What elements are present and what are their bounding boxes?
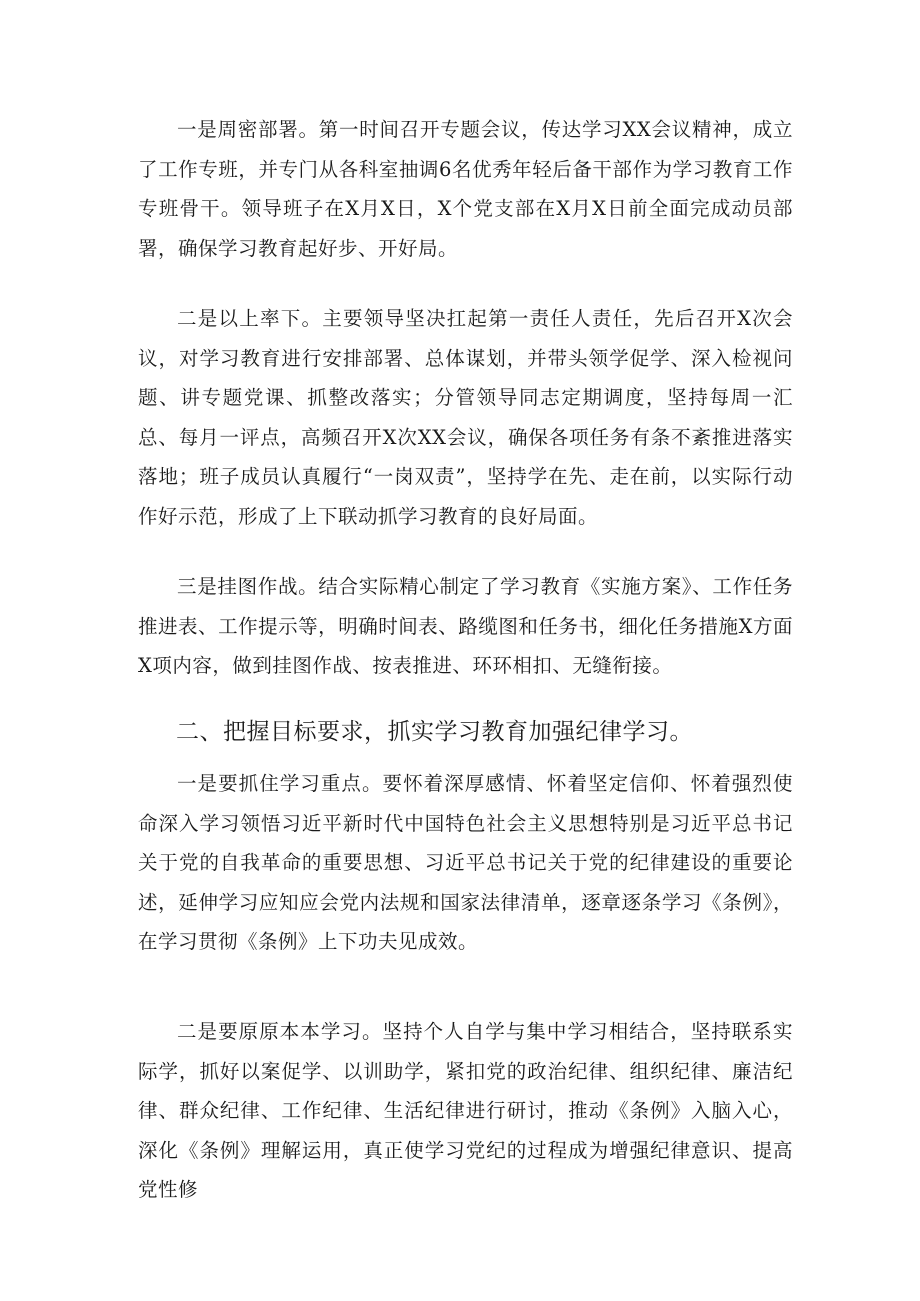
- paragraph-careful-deployment: 一是周密部署。第一时间召开专题会议，传达学习XX会议精神，成立了工作专班，并专门从各科室抽调6名优秀年轻后备干部作为学习教育工作专班骨干。领导班子在X月X日，X个党支部在X月X日前全面完成动员部署，确保学习教育起好步、开好局。: [138, 118, 793, 260]
- paragraph-lead-by-example: 二是以上率下。主要领导坚决扛起第一责任人责任，先后召开X次会议，对学习教育进行安排部署、总体谋划，并带头领学促学、深入检视问题、讲专题党课、抓整改落实；分管领导同志定期调度，坚持每周一汇总、每月一评点，高频召开X次XX会议，确保各项任务有条不紊推进落实落地；班子成员认真履行“一岗双责”，坚持学在先、走在前，以实际行动作好示范，形成了上下联动抓学习教育的良好局面。: [138, 307, 793, 528]
- paragraph-study-focus: 一是要抓住学习重点。要怀着深厚感情、怀着坚定信仰、怀着强烈使命深入学习领悟习近平新时代中国特色社会主义思想特别是习近平总书记关于党的自我革命的重要思想、习近平总书记关于党的纪律建设的重要论述，延伸学习应知应会党内法规和国家法律清单，逐章逐条学习《条例》，在学习贯彻《条例》上下功夫见成效。: [138, 772, 793, 953]
- paragraph-map-based-operations: 三是挂图作战。结合实际精心制定了学习教育《实施方案》、工作任务推进表、工作提示等，明确时间表、路缆图和任务书，细化任务措施X方面X项内容，做到挂图作战、按表推进、环环相扣、无缝衔接。: [138, 575, 793, 677]
- paragraph-original-text-study: 二是要原原本本学习。坚持个人自学与集中学习相结合，坚持联系实际学，抓好以案促学、以训助学，紧扣党的政治纪律、组织纪律、廉洁纪律、群众纪律、工作纪律、生活纪律进行研讨，推动《条例》入脑入心，深化《条例》理解运用，真正使学习党纪的过程成为增强纪律意识、提高党性修: [138, 1020, 793, 1201]
- section-heading: 二、把握目标要求，抓实学习教育加强纪律学习。: [176, 719, 693, 745]
